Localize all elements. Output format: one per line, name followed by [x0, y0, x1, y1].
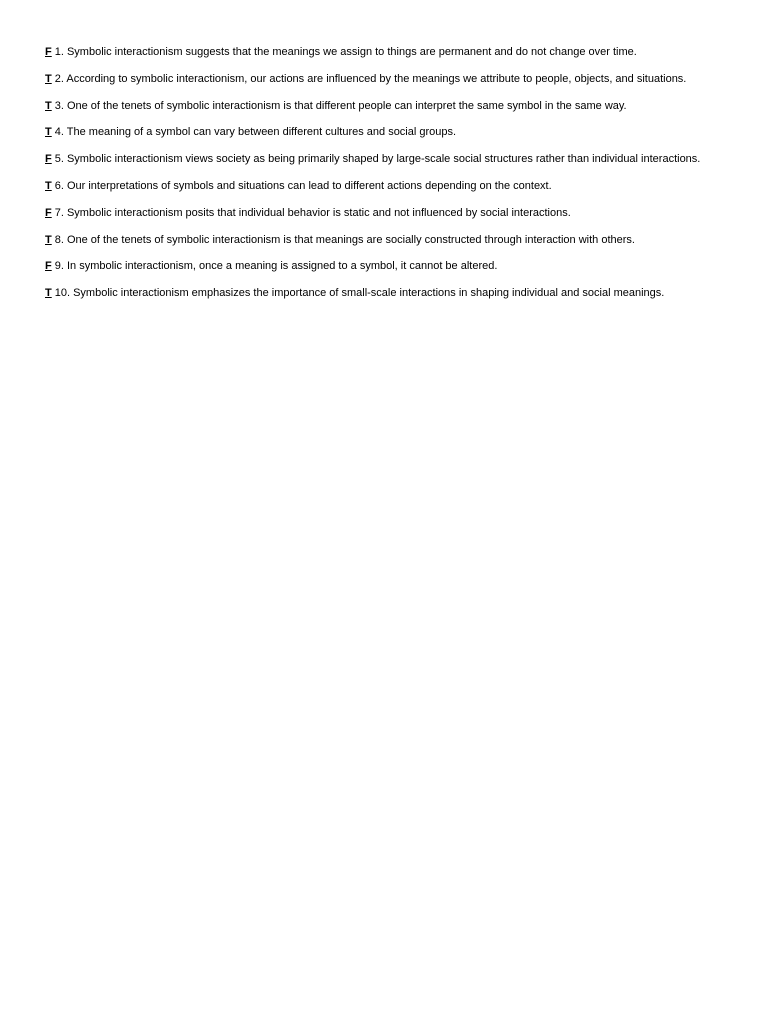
question-item: [45, 232, 745, 248]
answer-mark: T: [45, 287, 52, 300]
question-item: [45, 71, 745, 87]
question-item: [45, 44, 745, 60]
question-text: 5. Symbolic interactionism views society as being primarily shaped by large-scale social structures rather than individual interactions.: [54, 153, 701, 166]
answer-mark: F: [45, 153, 52, 166]
question-item: [45, 205, 745, 221]
answer-mark: T: [45, 126, 52, 139]
question-item: [45, 285, 745, 301]
answer-mark: T: [45, 72, 52, 85]
question-text: 1. Symbolic interactionism suggests that the meanings we assign to things are permanent and do not change over time.: [54, 46, 637, 58]
answer-mark: F: [45, 46, 52, 58]
question-text: 2. According to symbolic interactionism, our actions are influenced by the meanings we attribute to people, objects, and situations.: [54, 72, 687, 85]
question-text: 8. One of the tenets of symbolic interactionism is that meanings are socially constructed through interaction with others.: [54, 233, 635, 246]
answer-mark: T: [45, 233, 52, 246]
question-item: [45, 151, 745, 167]
question-item: [45, 124, 745, 140]
question-text: 3. One of the tenets of symbolic interactionism is that different people can interpret the same symbol in the same way.: [54, 99, 627, 112]
question-text: 7. Symbolic interactionism posits that individual behavior is static and not influenced by social interactions.: [54, 206, 571, 219]
answer-mark: F: [45, 206, 52, 219]
answer-mark: T: [45, 99, 52, 112]
question-text: 6. Our interpretations of symbols and situations can lead to different actions depending on the context.: [54, 179, 552, 192]
question-text: 9. In symbolic interactionism, once a meaning is assigned to a symbol, it cannot be altered.: [54, 260, 498, 273]
question-text: 10. Symbolic interactionism emphasizes the importance of small-scale interactions in shaping individual and social meanings.: [54, 287, 665, 300]
question-item: [45, 98, 745, 114]
answer-mark: F: [45, 260, 52, 273]
question-item: [45, 258, 745, 274]
answer-mark: T: [45, 179, 52, 192]
question-item: [45, 178, 745, 194]
question-text: 4. The meaning of a symbol can vary between different cultures and social groups.: [54, 126, 457, 139]
true-false-question-list: [45, 44, 745, 312]
